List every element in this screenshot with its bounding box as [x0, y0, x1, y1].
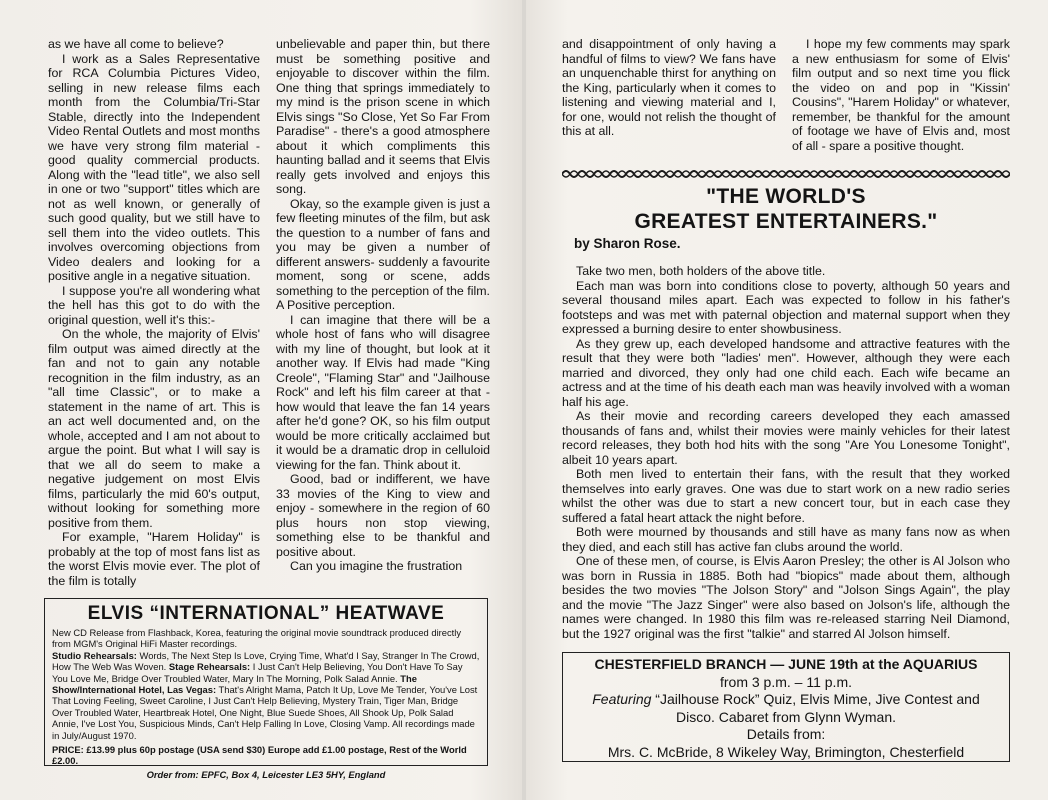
heatwave-advert — [44, 598, 488, 780]
paragraph: Each man was born into conditions close to poverty, although 50 years and several thousand miles apart. Each was expected to follow in his father's footsteps and was met with paternal objection and maternal support when they expressed a burning desire to enter showbusiness. — [562, 278, 1010, 336]
paragraph: As they grew up, each developed handsome and attractive features with the result that they were both "ladies' men". However, although they were each married and divorced, they only had one child each. Each wife became an actress and at the time of his death each man was heavily involved with a woman half his age. — [562, 336, 1010, 409]
paragraph: One of these men, of course, is Elvis Aaron Presley; the other is Al Jolson who was born in Russia in 1885. Both had "biopics" made about them, although besides the two movies "The Jolson Story" and "Jolson Sings Again", the play and the movie "The Jazz Singer" were also based on Jolson's life, although the names were changed. In 1980 this film was re-released starring Neil Diamond, but the 1927 original was the first "talkie" and starred Al Jolson himself. — [562, 554, 1010, 641]
paragraph: Good, bad or indifferent, we have 33 movies of the King to view and enjoy - somewhere in the region of 60 plus hours non stop viewing, something else to be thankful and positive about. — [276, 472, 490, 559]
paragraph: I suppose you're all wondering what the hell has this got to do with the original question, well it's this:- — [48, 283, 260, 327]
event-headline: CHESTERFIELD BRANCH — JUNE 19th at the AQUARIUS — [594, 656, 978, 672]
stage-label: Stage Rehearsals: — [168, 661, 251, 673]
paragraph: Okay, so the example given is just a few fleeting minutes of the film, but ask the question to a number of fans and you may be given a number of different answers- suddenly a favourite moment, song or scene, adds something to the perception of the film. A Positive perception. — [276, 196, 490, 312]
article-title — [562, 184, 1010, 234]
featuring-text: “Jailhouse Rock” Quiz, Elvis Mime, Jive Contest and — [651, 691, 980, 707]
paragraph: I can imagine that there will be a whole host of fans who will disagree with my line of thought, but look at it another way. If Elvis had made "King Creole", "Flaming Star" and "Jailhouse Rock" and left his film career at that - how would that leave the fan 14 years after he'd gone? OK, so his film output would be more critically acclaimed but it would be a dramatic drop in celluloid viewing for the fan. Think about it. — [276, 312, 490, 472]
contact-address: Mrs. C. McBride, 8 Wikeley Way, Brimington, Chesterfield — [607, 743, 965, 760]
paragraph: as we have all come to believe? — [48, 37, 224, 51]
paragraph: unbelievable and paper thin, but there must be something positive and enjoyable to discover within the film. One thing that springs immediately to my mind is the prison scene in which Elvis sings "So Close, Yet So Far From Paradise" - there's a good atmosphere about it which compliments this haunting ballad and it seems that Elvis really gets involved and enjoys this song. — [276, 37, 490, 196]
studio-label: Studio Rehearsals: — [52, 649, 137, 661]
advert-intro: New CD Release from Flashback, Korea, featuring the original movie soundtrack produced directly from MGM's Original HiFi Master recordings. — [52, 627, 462, 650]
paragraph: Can you imagine the frustration — [290, 559, 463, 573]
details-label: Details from: — [746, 726, 826, 742]
show-label: The Show/International Hotel, Las Vegas: — [52, 672, 417, 696]
show-tracks: That's Alright Mama, Patch It Up, Love Me Tender, You've Lost That Loving Feeling, Sweet Caroline, I Just Can't Help Believing, Mystery Train, Tiger Man, Bridge Over Troubled Water, Heartbreak Hotel, One Night, Blue Suede Shoes, All Shook Up, Polk Salad Annie, I've Lost You, Suspicious Minds, Can't Help Falling In Love, Closing Vamp. All recordings made in July/August 1970. — [52, 684, 478, 741]
event-time: from 3 p.m. – 11 p.m. — [719, 673, 852, 690]
article-byline: by Sharon Rose. — [574, 236, 681, 251]
paragraph: Take two men, both holders of the above title. — [576, 264, 826, 278]
advert-order-address: Order from: EPFC, Box 4, Leicester LE3 5HY, England — [146, 768, 386, 780]
right-column-2 — [792, 37, 1010, 153]
right-page — [526, 0, 1048, 800]
article-title-line-1: "THE WORLD'S — [706, 185, 866, 208]
wavy-divider — [562, 168, 1010, 180]
paragraph: Both were mourned by thousands and still have as many fans now as when they died, and each still has active fan clubs around the world. — [562, 525, 1010, 554]
left-page — [0, 0, 522, 800]
right-column-1 — [562, 37, 776, 139]
advert-title: ELVIS “INTERNATIONAL” HEATWAVE — [87, 603, 445, 624]
paragraph: and disappointment of only having a handful of films to view? We fans have an unquenchable thirst for anything on the King, particularly when it comes to listening and viewing material and I, for one, would not relish the thought of this at all. — [562, 37, 776, 138]
chesterfield-branch-advert — [562, 652, 1010, 762]
event-features — [569, 691, 1003, 709]
article-title-line-2: GREATEST ENTERTAINERS." — [634, 210, 938, 233]
article-body — [562, 264, 1010, 641]
left-column-1 — [48, 37, 260, 588]
advert-price: PRICE: £13.99 plus 60p postage (USA send $30) Europe add £1.00 postage, Rest of the World £2.00. — [52, 744, 467, 767]
paragraph: On the whole, the majority of Elvis' film output was aimed directly at the fan and not to gain any notable recognition in the film industry, as an "all time Classic", or to make a statement in the name of art. This is an act well documented and, on the whole, accepted and I am not about to argue the point. But what I will say is that we all do seem to make a negative judgement on most Elvis films, particularly the mid 60's output, without looking for something more positive from them. — [48, 327, 260, 530]
event-cabaret: Disco. Cabaret from Glynn Wyman. — [675, 708, 897, 725]
studio-tracks: Words, The Next Step Is Love, Crying Time, What'd I Say, Stranger In The Crowd, How The Web Was Woven. — [52, 649, 480, 673]
paragraph: Both men lived to entertain their fans, with the result that they worked themselves into early graves. One was due to start work on a new radio series whilst the other was due to start a new concert tour, but in each case they suffered a fatal heart attack the night before. — [562, 467, 1010, 525]
featuring-label: Featuring — [592, 691, 652, 707]
advert-tracklist — [52, 650, 480, 741]
stage-tracks: I Just Can't Help Believing, You Don't Have To Say You Love Me, Bridge Over Troubled Water, Mary In The Morning, Polk Salad Annie. — [52, 661, 463, 684]
paragraph: As their movie and recording careers developed they each amassed thousands of fans and, whilst their movies were mainly vehicles for their latest record releases, they both hod hits with the song "Are You Lonesome Tonight", albeit 10 years apart. — [562, 409, 1010, 467]
left-column-2 — [276, 37, 490, 574]
paragraph: For example, "Harem Holiday" is probably at the top of most fans list as the worst Elvis movie ever. The plot of the film is totally — [48, 530, 260, 588]
paragraph: I work as a Sales Representative for RCA Columbia Pictures Video, selling in new release films each month from the Columbia/Tri-Star Stable, directly into the Independent Video Rental Outlets and most months we have very strong film material - good quality commercial products. Along with the "lead title", we also sell in one or two "support" titles which are not as well known, or generally of such good quality, but we still have to sell them into the video outlets. This involves overcoming objections from Video dealers and looking for a positive angle in a negative situation. — [48, 51, 260, 283]
paragraph: I hope my few comments may spark a new enthusiasm for some of Elvis' film output and so next time you flick the video on and pop in "Kissin' Cousins", "Harem Holiday" or whatever, remember, be thankful for the amount of footage we have of Elvis and, most of all - spare a positive thought. — [792, 37, 1010, 153]
